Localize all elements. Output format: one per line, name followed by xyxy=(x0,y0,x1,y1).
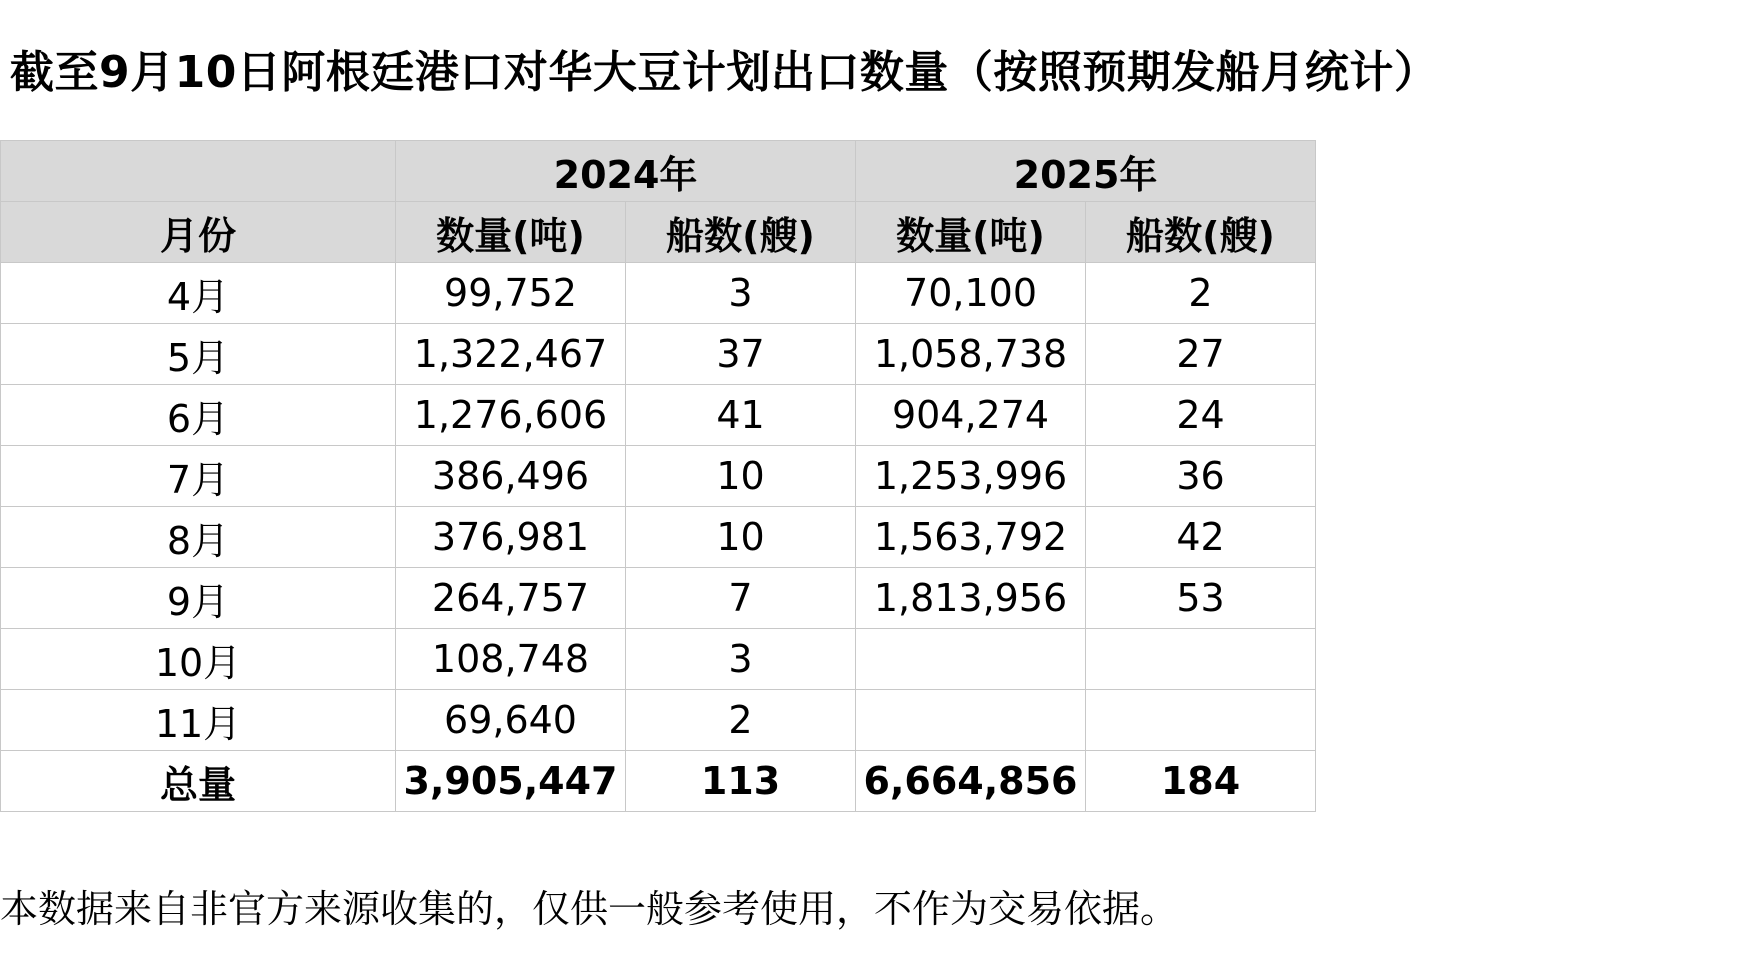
ships-2025-header: 船数(艘) xyxy=(1086,202,1316,263)
ships-2024-header: 船数(艘) xyxy=(626,202,856,263)
year-header-2025: 2025年 xyxy=(856,141,1316,202)
qty-2025-cell: 904,274 xyxy=(856,385,1086,446)
qty-2024-header: 数量(吨) xyxy=(396,202,626,263)
month-cell: 9月 xyxy=(1,568,396,629)
qty-2024-cell: 1,322,467 xyxy=(396,324,626,385)
total-qty-2024: 3,905,447 xyxy=(396,751,626,812)
ships-2024-cell: 3 xyxy=(626,629,856,690)
qty-2025-cell: 1,813,956 xyxy=(856,568,1086,629)
year-header-2024: 2024年 xyxy=(396,141,856,202)
total-label: 总量 xyxy=(1,751,396,812)
total-qty-2025: 6,664,856 xyxy=(856,751,1086,812)
total-ships-2024: 113 xyxy=(626,751,856,812)
ships-2025-cell: 2 xyxy=(1086,263,1316,324)
table-row xyxy=(1,446,1316,507)
table-body xyxy=(1,263,1316,812)
ships-2024-cell: 10 xyxy=(626,507,856,568)
total-ships-2025: 184 xyxy=(1086,751,1316,812)
total-row xyxy=(1,751,1316,812)
month-cell: 11月 xyxy=(1,690,396,751)
month-cell: 5月 xyxy=(1,324,396,385)
ships-2024-cell: 37 xyxy=(626,324,856,385)
ships-2024-cell: 7 xyxy=(626,568,856,629)
export-table xyxy=(0,140,1316,812)
table-header xyxy=(1,141,1316,263)
qty-2024-cell: 376,981 xyxy=(396,507,626,568)
qty-2024-cell: 108,748 xyxy=(396,629,626,690)
page-title: 截至9月10日阿根廷港口对华大豆计划出口数量（按照预期发船月统计） xyxy=(10,47,1439,98)
qty-2025-cell: 1,058,738 xyxy=(856,324,1086,385)
disclaimer-note: 本数据来自非官方来源收集的，仅供一般参考使用，不作为交易依据。 xyxy=(0,887,1179,931)
qty-2024-cell: 264,757 xyxy=(396,568,626,629)
column-header-row xyxy=(1,202,1316,263)
table-row xyxy=(1,690,1316,751)
ships-2025-cell: 36 xyxy=(1086,446,1316,507)
month-cell: 6月 xyxy=(1,385,396,446)
qty-2025-cell: 70,100 xyxy=(856,263,1086,324)
ships-2025-cell: 24 xyxy=(1086,385,1316,446)
ships-2024-cell: 2 xyxy=(626,690,856,751)
table-row xyxy=(1,263,1316,324)
qty-2024-cell: 99,752 xyxy=(396,263,626,324)
qty-2025-cell: 1,563,792 xyxy=(856,507,1086,568)
ships-2025-cell xyxy=(1086,629,1316,690)
qty-2025-cell xyxy=(856,690,1086,751)
qty-2025-cell xyxy=(856,629,1086,690)
table-row xyxy=(1,324,1316,385)
table-row xyxy=(1,507,1316,568)
qty-2025-header: 数量(吨) xyxy=(856,202,1086,263)
month-cell: 10月 xyxy=(1,629,396,690)
qty-2024-cell: 69,640 xyxy=(396,690,626,751)
ships-2025-cell: 53 xyxy=(1086,568,1316,629)
table-row xyxy=(1,385,1316,446)
qty-2024-cell: 1,276,606 xyxy=(396,385,626,446)
ships-2025-cell: 27 xyxy=(1086,324,1316,385)
month-cell: 8月 xyxy=(1,507,396,568)
ships-2024-cell: 3 xyxy=(626,263,856,324)
year-header-row xyxy=(1,141,1316,202)
table-row xyxy=(1,568,1316,629)
ships-2024-cell: 41 xyxy=(626,385,856,446)
ships-2024-cell: 10 xyxy=(626,446,856,507)
month-header: 月份 xyxy=(1,202,396,263)
ships-2025-cell xyxy=(1086,690,1316,751)
month-cell: 7月 xyxy=(1,446,396,507)
month-cell: 4月 xyxy=(1,263,396,324)
qty-2025-cell: 1,253,996 xyxy=(856,446,1086,507)
qty-2024-cell: 386,496 xyxy=(396,446,626,507)
table-row xyxy=(1,629,1316,690)
empty-header-cell xyxy=(1,141,396,202)
ships-2025-cell: 42 xyxy=(1086,507,1316,568)
